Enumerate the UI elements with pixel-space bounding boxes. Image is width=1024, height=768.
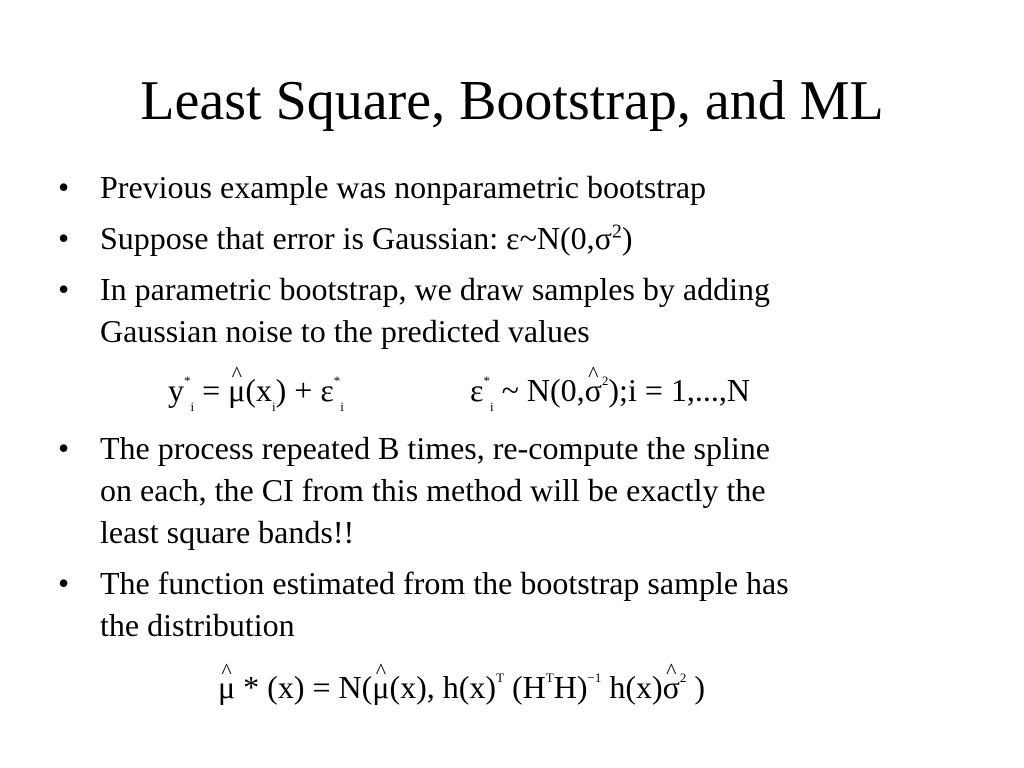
- bullet-item: [58, 562, 978, 646]
- eq-transpose: T: [496, 670, 505, 685]
- eq-text: (x), h(x): [389, 669, 497, 705]
- bullet-icon: •: [58, 565, 70, 601]
- eq-paren: ): [275, 372, 287, 408]
- equation-bootstrap-distribution: [218, 667, 705, 714]
- eq-mu-hat: ^ μ: [228, 370, 245, 410]
- bullet-text: Previous example was nonparametric bootstrap: [100, 169, 707, 205]
- bullet-line: The process repeated B times, re-compute the spline: [100, 430, 770, 466]
- slide-title: Least Square, Bootstrap, and ML: [140, 70, 884, 132]
- bullet-item: [58, 427, 978, 553]
- eq-star: *: [184, 373, 191, 388]
- eq-star: *: [333, 373, 341, 388]
- bullet-item: [58, 268, 978, 352]
- eq-equals: =: [194, 372, 229, 408]
- eq-text: ): [686, 669, 706, 705]
- eq-text: * (x) = N(: [235, 669, 373, 705]
- eq-sub-i: i: [340, 399, 344, 414]
- bullet-line: Gaussian noise to the predicted values: [100, 313, 590, 349]
- bullet-text-tail: ): [621, 220, 633, 256]
- bullet-item: [58, 217, 978, 259]
- eq-inverse: −1: [587, 670, 602, 685]
- eq-text: h(x): [601, 669, 663, 705]
- eq-sigma-hat: ^ σ: [663, 667, 680, 707]
- eq-y: y: [168, 372, 184, 408]
- eq-sub-i: i: [190, 399, 195, 414]
- bullet-line: on each, the CI from this method will be exactly the: [100, 472, 766, 508]
- bullet-line: In parametric bootstrap, we draw samples by adding: [100, 271, 771, 307]
- eq-squared: 2: [679, 670, 687, 685]
- eq-normal: ~ N(0,: [493, 372, 585, 408]
- bullet-line: the distribution: [100, 607, 295, 643]
- eq-epsilon: ε: [320, 372, 334, 408]
- eq-transpose: T: [545, 670, 554, 685]
- bullet-icon: •: [58, 220, 70, 256]
- exponent: 2: [611, 220, 622, 243]
- bullet-line: The function estimated from the bootstrap sample has: [100, 565, 789, 601]
- eq-sub-i: i: [271, 399, 276, 414]
- eq-x: x: [255, 372, 272, 408]
- eq-index-range: );i = 1,...,N: [608, 372, 750, 408]
- bullet-icon: •: [58, 169, 70, 205]
- bullet-icon: •: [58, 430, 70, 466]
- eq-star: *: [483, 373, 490, 388]
- eq-text: (H: [504, 669, 546, 705]
- eq-sigma-hat: ^ σ: [585, 370, 602, 410]
- eq-sub-i: i: [489, 399, 494, 414]
- eq-squared: 2: [601, 373, 609, 388]
- bullet-line: least square bands!!: [100, 514, 355, 550]
- eq-mu-hat: ^ μ: [372, 667, 389, 707]
- bullet-icon: •: [58, 271, 70, 307]
- eq-mu-hat: ^ μ: [218, 667, 235, 707]
- bullet-text: Suppose that error is Gaussian: ε~N(0,σ: [100, 220, 612, 256]
- equation-noise-distribution: [470, 370, 750, 417]
- eq-text: H): [553, 669, 588, 705]
- eq-epsilon: ε: [470, 372, 484, 408]
- equation-bootstrap-sample: [168, 370, 344, 417]
- eq-paren: (: [245, 372, 256, 408]
- eq-plus: +: [286, 372, 321, 408]
- bullet-item: [58, 166, 978, 208]
